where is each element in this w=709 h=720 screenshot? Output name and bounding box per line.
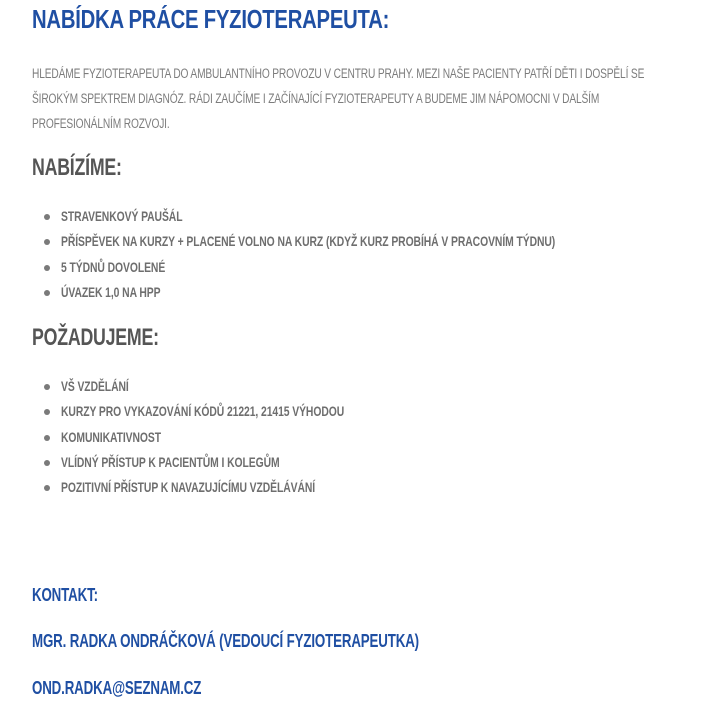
list-item-text: KOMUNIKATIVNOST xyxy=(61,428,161,445)
list-item-text: VŠ VZDĚLÁNÍ xyxy=(61,378,129,394)
contact-name: MGR. RADKA ONDRÁČKOVÁ (VEDOUCÍ FYZIOTERAPEUTKA) xyxy=(32,631,419,651)
intro-paragraph: HLEDÁME FYZIOTERAPEUTA DO AMBULANTNÍHO PROVOZU V CENTRU PRAHY. MEZI NAŠE PACIENTY PATŘÍ DĚTI I DOSPĚLÍ SE ŠIROKÝM SPEKTREM DIAGNÓZ. RÁDI ZAUČÍME I ZAČÍNAJÍCÍ FYZIOTERAPEUTY A BUDEME JIM NÁPOMOCNI V DALŠÍM PROFESIONÁLNÍM ROZVOJI. xyxy=(32,66,645,131)
contact-label: KONTAKT: xyxy=(32,585,98,605)
list-item-text: STRAVENKOVÝ PAUŠÁL xyxy=(61,208,183,224)
bullet-icon xyxy=(44,265,50,271)
requirements-heading: POŽADUJEME: xyxy=(32,324,159,351)
bullet-icon xyxy=(44,214,50,220)
bullet-icon xyxy=(44,485,50,491)
contact-email-link[interactable]: OND.RADKA@SEZNAM.CZ xyxy=(32,678,202,698)
bullet-icon xyxy=(44,290,50,296)
list-item-text: VLÍDNÝ PŘÍSTUP K PACIENTŮM I KOLEGŮM xyxy=(61,453,280,470)
bullet-icon xyxy=(44,460,50,466)
list-item-text: ÚVAZEK 1,0 NA HPP xyxy=(61,283,161,300)
list-item-text: KURZY PRO VYKAZOVÁNÍ KÓDŮ 21221, 21415 VÝHODOU xyxy=(61,403,345,420)
bullet-icon xyxy=(44,384,50,390)
bullet-icon xyxy=(44,409,50,415)
page-title: NABÍDKA PRÁCE FYZIOTERAPEUTA: xyxy=(32,4,390,34)
list-item-text: PŘÍSPĚVEK NA KURZY + PLACENÉ VOLNO NA KURZ (KDYŽ KURZ PROBÍHÁ V PRACOVNÍM TÝDNU) xyxy=(61,233,556,250)
bullet-icon xyxy=(44,435,50,441)
offer-heading: NABÍZÍME: xyxy=(32,154,122,181)
list-item-text: POZITIVNÍ PŘÍSTUP K NAVAZUJÍCÍMU VZDĚLÁVÁNÍ xyxy=(61,479,316,496)
bullet-icon xyxy=(44,239,50,245)
list-item-text: 5 TÝDNŮ DOVOLENÉ xyxy=(61,258,166,275)
